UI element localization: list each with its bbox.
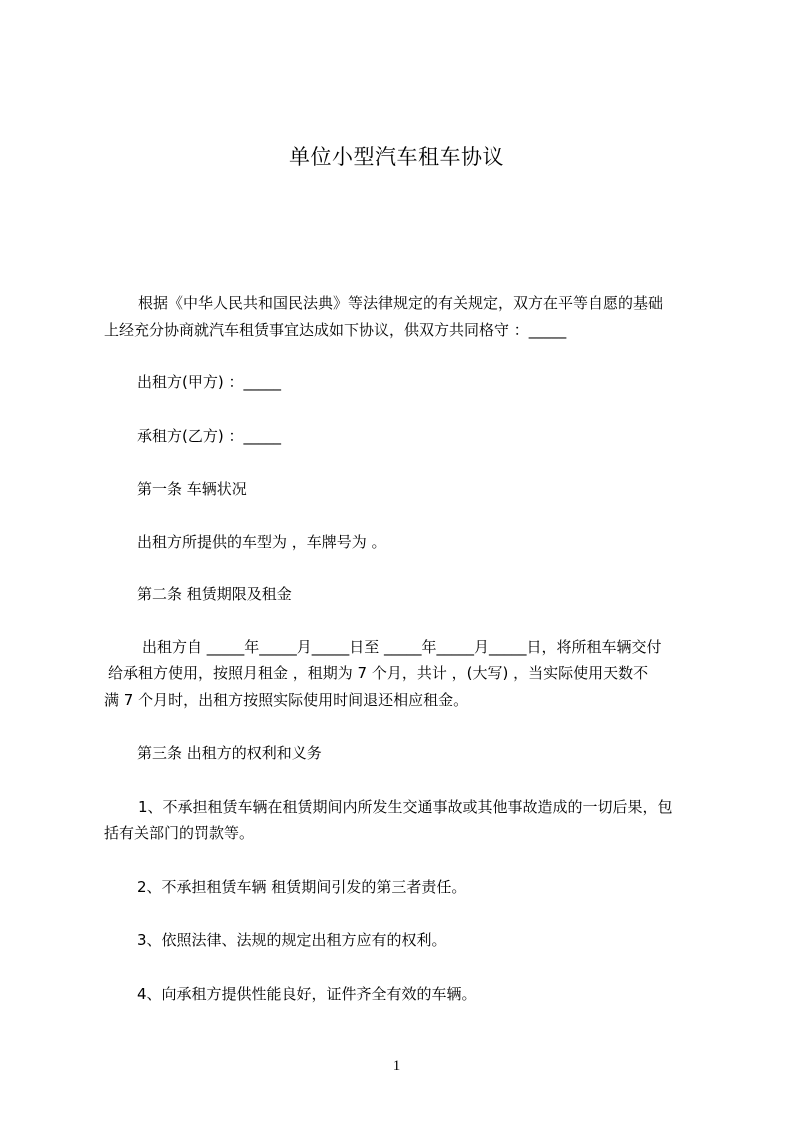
article-3-item-3: 3、依照法律、法规的规定出租方应有的权利。 xyxy=(137,931,447,949)
article-3-item-4: 4、向承租方提供性能良好，证件齐全有效的车辆。 xyxy=(137,985,477,1003)
article-3-item-1-line-1: 1、不承担租赁车辆在租赁期间内所发生交通事故或其他事故造成的一切后果，包 xyxy=(138,798,673,816)
article-3-item-1-line-2: 括有关部门的罚款等。 xyxy=(104,824,255,842)
lessor-party-label: 出租方(甲方) ：_____ xyxy=(137,373,281,391)
article-1-text: 出租方所提供的车型为 ，车牌号为 。 xyxy=(137,533,387,551)
preamble-line-2: 上经充分协商就汽车租赁事宜达成如下协议，供双方共同格守 ：_____ xyxy=(104,321,567,339)
article-3-item-2: 2、不承担租赁车辆 租赁期间引发的第三者责任。 xyxy=(137,878,467,896)
page-number: 1 xyxy=(392,1058,401,1074)
article-1-heading: 第一条 车辆状况 xyxy=(137,480,247,498)
article-2-line-2: 给承租方使用，按照月租金 ，租期为 7 个月，共计 ，(大写) ，当实际使用天数不 xyxy=(108,664,649,682)
article-2-line-1: 出租方自 _____年_____月_____日至 _____年_____月_____日，将所租车辆交付 xyxy=(142,638,662,656)
article-2-line-3: 满 7 个月时，出租方按照实际使用时间退还相应租金。 xyxy=(104,691,469,709)
article-3-heading: 第三条 出租方的权利和义务 xyxy=(137,744,322,762)
lessee-party-label: 承租方(乙方) ：_____ xyxy=(137,427,281,445)
article-2-heading: 第二条 租赁期限及租金 xyxy=(137,585,292,603)
document-title: 单位小型汽车租车协议 xyxy=(289,145,504,169)
preamble-line-1: 根据《中华人民共和国民法典》等法律规定的有关规定，双方在平等自愿的基础 xyxy=(138,294,664,312)
